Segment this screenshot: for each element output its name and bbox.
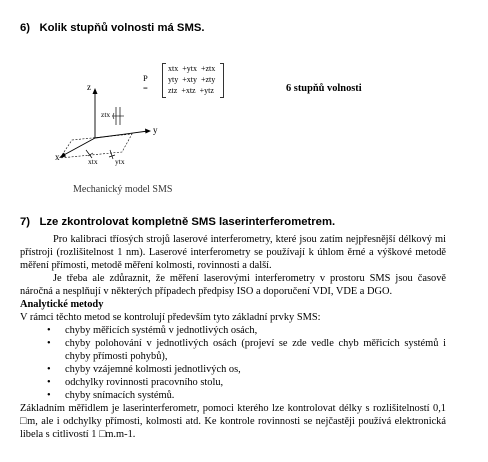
question-6-number: 6) (20, 22, 31, 34)
question-7-heading (20, 216, 335, 228)
bullet-icon: • (47, 377, 51, 388)
closing-paragraph: Základním měřidlem je laserinterferometr, pomoci kterého lze kontrolovat délky s rozlišitelností 0,1 □m, ale i odchylky přímosti, kolmosti atd. Ke kontrole rovinnosti se nejčastěji používá elektronická libela s citlivostí 1 □m.m-1. (20, 403, 446, 440)
analytic-heading: Analytické metody (20, 299, 104, 310)
matrix-row-2: yty +xty +zty (168, 75, 216, 84)
label-ztx: ztx (101, 110, 111, 119)
matrix-lhs: P = (143, 73, 148, 93)
x-axis-line (62, 138, 95, 156)
element-list (20, 324, 446, 402)
list-item: • chyby vzájemné kolmosti jednotlivých os, (47, 364, 241, 375)
matrix-row-1: xtx +ytx +ztx (168, 64, 216, 73)
z-axis-arrow (93, 88, 98, 94)
axis-label-z: z (87, 82, 91, 92)
label-ytx: ytx (115, 157, 125, 166)
axis-label-x: x (55, 152, 60, 162)
list-item: • chyby měřicích systémů v jednotlivých osách, (47, 325, 258, 336)
body-text (20, 233, 446, 441)
analytic-intro: V rámci těchto metod se kontrolují především tyto základní prvky SMS: (20, 312, 321, 323)
x-axis-arrow (59, 153, 66, 159)
label-xtx: xtx (88, 157, 98, 166)
bullet-icon: • (47, 338, 51, 349)
y-axis-line (95, 131, 148, 138)
y-axis-arrow (145, 129, 151, 134)
matrix-row-3: ztz +xtz +ytz (168, 86, 214, 95)
question-6-text: Kolik stupňů volnosti má SMS. (39, 22, 205, 34)
list-item: • chyby polohování v jednotlivých osách (projeví se zde vedle chyb měřicích systémů i chyby přímosti pohybů), (47, 338, 446, 362)
bullet-icon: • (47, 390, 51, 401)
question-7-number: 7) (20, 216, 31, 228)
mechanical-model-diagram (50, 80, 170, 175)
diagram-caption: Mechanický model SMS (73, 184, 173, 195)
answer-text: 6 stupňů volnosti (286, 83, 362, 94)
axis-label-y: y (153, 125, 158, 135)
list-item: • chyby snímacích systémů. (47, 390, 175, 401)
paragraph-calibration: Pro kalibraci tříosých strojů laserové interferometry, které jsou zatím nejpřesnější délkový mi přístroji (rozlišitelnost 1 nm). Laserové interferometry se používají k úhlom ěrné a výškové metodě měření přímosti, metodě měření kolmosti, rovinnosti a další. (20, 234, 446, 271)
bullet-icon: • (47, 325, 51, 336)
list-item: • odchylky rovinnosti pracovního stolu, (47, 377, 224, 388)
question-6-heading (20, 22, 205, 34)
paragraph-emphasis: Je třeba ale zdůraznit, že měření laserovými interferometry v prostoru SMS jsou časově náročná a nesplňují v některých případech předpisy ISO a doporučení VDI, VDE a DGO. (20, 273, 446, 297)
matrix-body (162, 63, 224, 98)
question-7-text: Lze zkontrolovat kompletně SMS laserinterferometrem. (39, 216, 336, 228)
bullet-icon: • (47, 364, 51, 375)
